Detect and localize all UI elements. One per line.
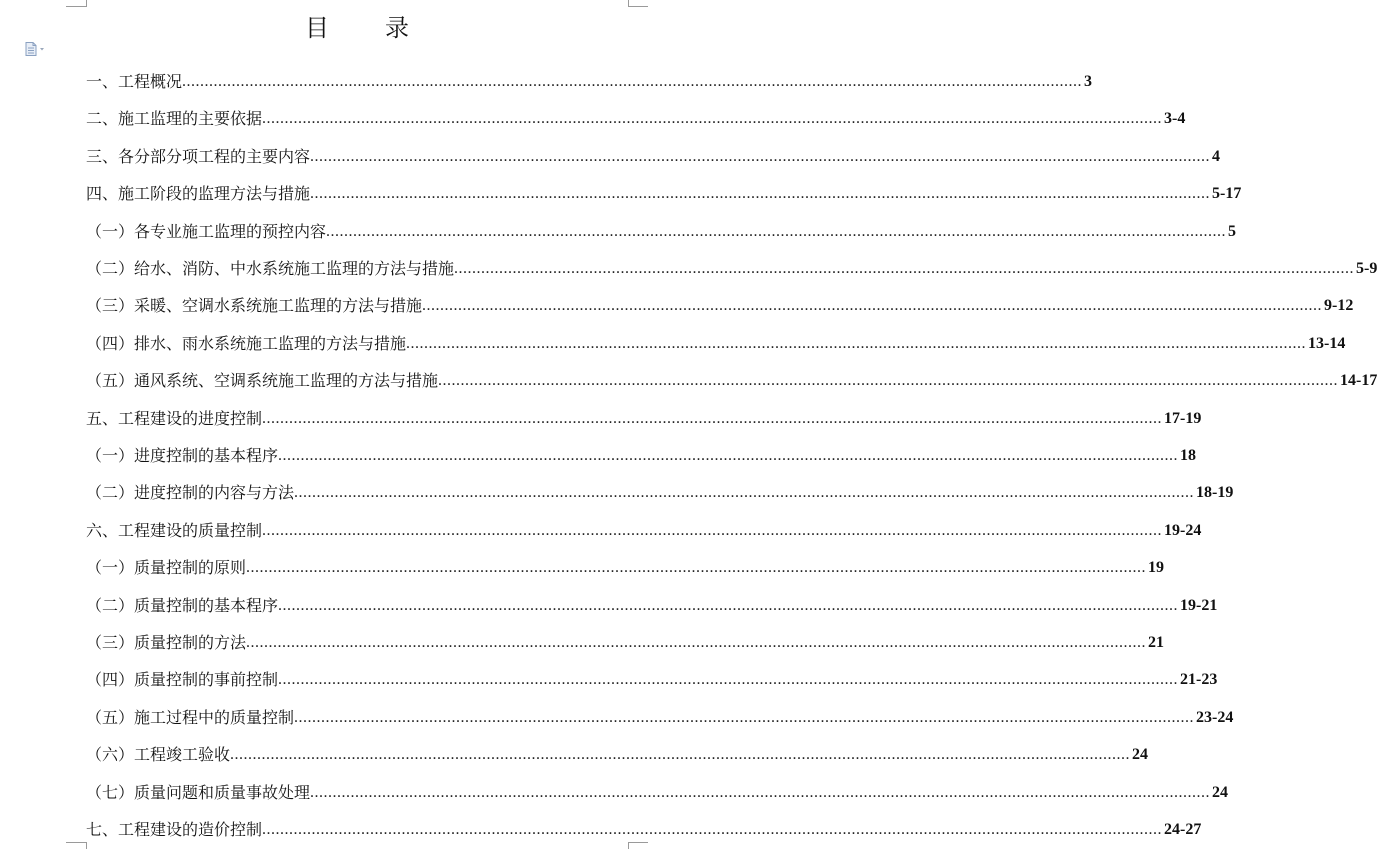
toc-leader-dots: ........................................................................................................................................................................................................ — [262, 409, 1163, 427]
toc-entry-title: （一）进度控制的基本程序 — [86, 446, 279, 465]
toc-entry-title: （六）工程竣工验收 — [86, 745, 231, 765]
toc-leader-dots: ........................................................................................................................................................................................................ — [262, 110, 1163, 128]
toc-page-number: 5 — [1228, 222, 1237, 240]
toc-page-number: 5-17 — [1212, 185, 1242, 203]
toc-entry[interactable] — [86, 668, 1218, 690]
toc-entry[interactable] — [86, 145, 1221, 167]
toc-page-number: 18-19 — [1196, 484, 1234, 502]
toc-leader-dots: ........................................................................................................................................................................................................ — [246, 559, 1147, 577]
document-icon[interactable] — [25, 42, 47, 56]
toc-entry-title: （二）进度控制的内容与方法 — [86, 483, 295, 503]
toc-page-number: 9-12 — [1324, 297, 1354, 315]
toc-page-number: 23-24 — [1196, 708, 1234, 726]
toc-leader-dots: ........................................................................................................................................................................................................ — [278, 596, 1179, 614]
toc-page-number: 3 — [1084, 73, 1093, 90]
toc-entry[interactable] — [86, 519, 1202, 541]
toc-entry[interactable] — [86, 332, 1346, 354]
toc-leader-dots: ........................................................................................................................................................................................................ — [310, 147, 1211, 165]
toc-page-number: 18 — [1180, 447, 1197, 464]
toc-page-number: 21-23 — [1180, 671, 1218, 689]
toc-entry-title: 二、施工监理的主要依据 — [86, 109, 263, 129]
toc-page-number: 24 — [1132, 746, 1149, 764]
title-char-left: 目 — [305, 14, 329, 42]
toc-entry-title: （四）排水、雨水系统施工监理的方法与措施 — [86, 333, 407, 353]
toc-entry-title: 一、工程概况 — [86, 72, 183, 91]
crop-mark-top-left-h — [66, 6, 86, 7]
toc-page-number: 5-9 — [1356, 260, 1377, 277]
toc-page-number: 19-24 — [1164, 521, 1202, 539]
toc-leader-dots: ........................................................................................................................................................................................................ — [326, 222, 1227, 240]
toc-leader-dots: ........................................................................................................................................................................................................ — [422, 297, 1323, 315]
toc-entry[interactable] — [86, 407, 1202, 429]
toc-entry[interactable] — [86, 107, 1186, 129]
toc-entry-title: （一）质量控制的原则 — [86, 558, 247, 578]
toc-entry-title: （二）质量控制的基本程序 — [86, 595, 279, 615]
toc-entry[interactable] — [86, 818, 1202, 840]
toc-entry-title: 六、工程建设的质量控制 — [86, 520, 263, 540]
toc-page-number: 13-14 — [1308, 334, 1346, 352]
toc-entry[interactable] — [86, 220, 1237, 242]
toc-entry[interactable] — [86, 182, 1242, 204]
toc-entry-title: 三、各分部分项工程的主要内容 — [86, 146, 311, 166]
toc-entry[interactable] — [86, 369, 1377, 391]
toc-page-number: 3-4 — [1164, 110, 1186, 128]
toc-leader-dots: ........................................................................................................................................................................................................ — [310, 185, 1211, 203]
toc-leader-dots: ........................................................................................................................................................................................................ — [294, 708, 1195, 726]
toc-entry-title: （三）质量控制的方法 — [86, 633, 247, 652]
crop-mark-bottom-right-h — [628, 842, 648, 843]
toc-leader-dots: ........................................................................................................................................................................................................ — [262, 521, 1163, 539]
crop-mark-top-right-h — [628, 6, 648, 7]
crop-mark-top-right-v — [628, 0, 629, 7]
toc-leader-dots: ........................................................................................................................................................................................................ — [438, 372, 1339, 390]
toc-leader-dots: ........................................................................................................................................................................................................ — [230, 746, 1131, 764]
toc-page-number: 24 — [1212, 783, 1229, 801]
toc-entry-title: （七）质量问题和质量事故处理 — [86, 782, 311, 802]
toc-entry-title: （三）采暖、空调水系统施工监理的方法与措施 — [86, 296, 423, 316]
toc-leader-dots: ........................................................................................................................................................................................................ — [454, 260, 1355, 277]
toc-entry[interactable] — [86, 556, 1165, 578]
crop-mark-bottom-right-v — [628, 842, 629, 849]
toc-entry-title: （五）施工过程中的质量控制 — [86, 707, 295, 727]
toc-entry-title: 四、施工阶段的监理方法与措施 — [86, 184, 311, 204]
toc-entry-title: 七、工程建设的造价控制 — [86, 820, 263, 839]
toc-leader-dots: ........................................................................................................................................................................................................ — [294, 484, 1195, 502]
toc-entry-title: （五）通风系统、空调系统施工监理的方法与措施 — [86, 371, 439, 391]
toc-leader-dots: ........................................................................................................................................................................................................ — [182, 73, 1083, 90]
title-char-right: 录 — [385, 14, 409, 42]
toc-entry-title: （二）给水、消防、中水系统施工监理的方法与措施 — [86, 259, 455, 278]
toc-entry[interactable] — [86, 70, 1093, 92]
toc-leader-dots: ........................................................................................................................................................................................................ — [278, 671, 1179, 689]
toc-entry-title: 五、工程建设的进度控制 — [86, 408, 263, 428]
toc-entry[interactable] — [86, 706, 1234, 728]
toc-page-number: 14-17 — [1340, 372, 1377, 390]
toc-entry-title: （一）各专业施工监理的预控内容 — [86, 221, 327, 241]
toc-entry-title: （四）质量控制的事前控制 — [86, 670, 279, 690]
crop-mark-top-left-v — [86, 0, 87, 7]
toc-leader-dots: ........................................................................................................................................................................................................ — [406, 334, 1307, 352]
toc-entry[interactable] — [86, 257, 1377, 279]
toc-leader-dots: ........................................................................................................................................................................................................ — [262, 821, 1163, 838]
toc-page-number: 19 — [1148, 559, 1165, 577]
toc-page-number: 21 — [1148, 634, 1165, 651]
toc-entry[interactable] — [86, 743, 1149, 765]
toc-entry[interactable] — [86, 781, 1229, 803]
crop-mark-bottom-left-h — [66, 842, 86, 843]
toc-leader-dots: ........................................................................................................................................................................................................ — [246, 634, 1147, 651]
toc-entry[interactable] — [86, 294, 1354, 316]
toc-leader-dots: ........................................................................................................................................................................................................ — [278, 447, 1179, 464]
toc-page-number: 17-19 — [1164, 409, 1202, 427]
toc-leader-dots: ........................................................................................................................................................................................................ — [310, 783, 1211, 801]
page-title — [0, 8, 714, 43]
crop-mark-bottom-left-v — [86, 842, 87, 849]
toc-page-number: 19-21 — [1180, 596, 1218, 614]
toc-entry[interactable] — [86, 631, 1165, 653]
toc-page-number: 4 — [1212, 147, 1221, 165]
toc-entry[interactable] — [86, 594, 1218, 616]
toc-entry[interactable] — [86, 444, 1197, 466]
toc-page-number: 24-27 — [1164, 821, 1202, 838]
toc-entry[interactable] — [86, 481, 1234, 503]
